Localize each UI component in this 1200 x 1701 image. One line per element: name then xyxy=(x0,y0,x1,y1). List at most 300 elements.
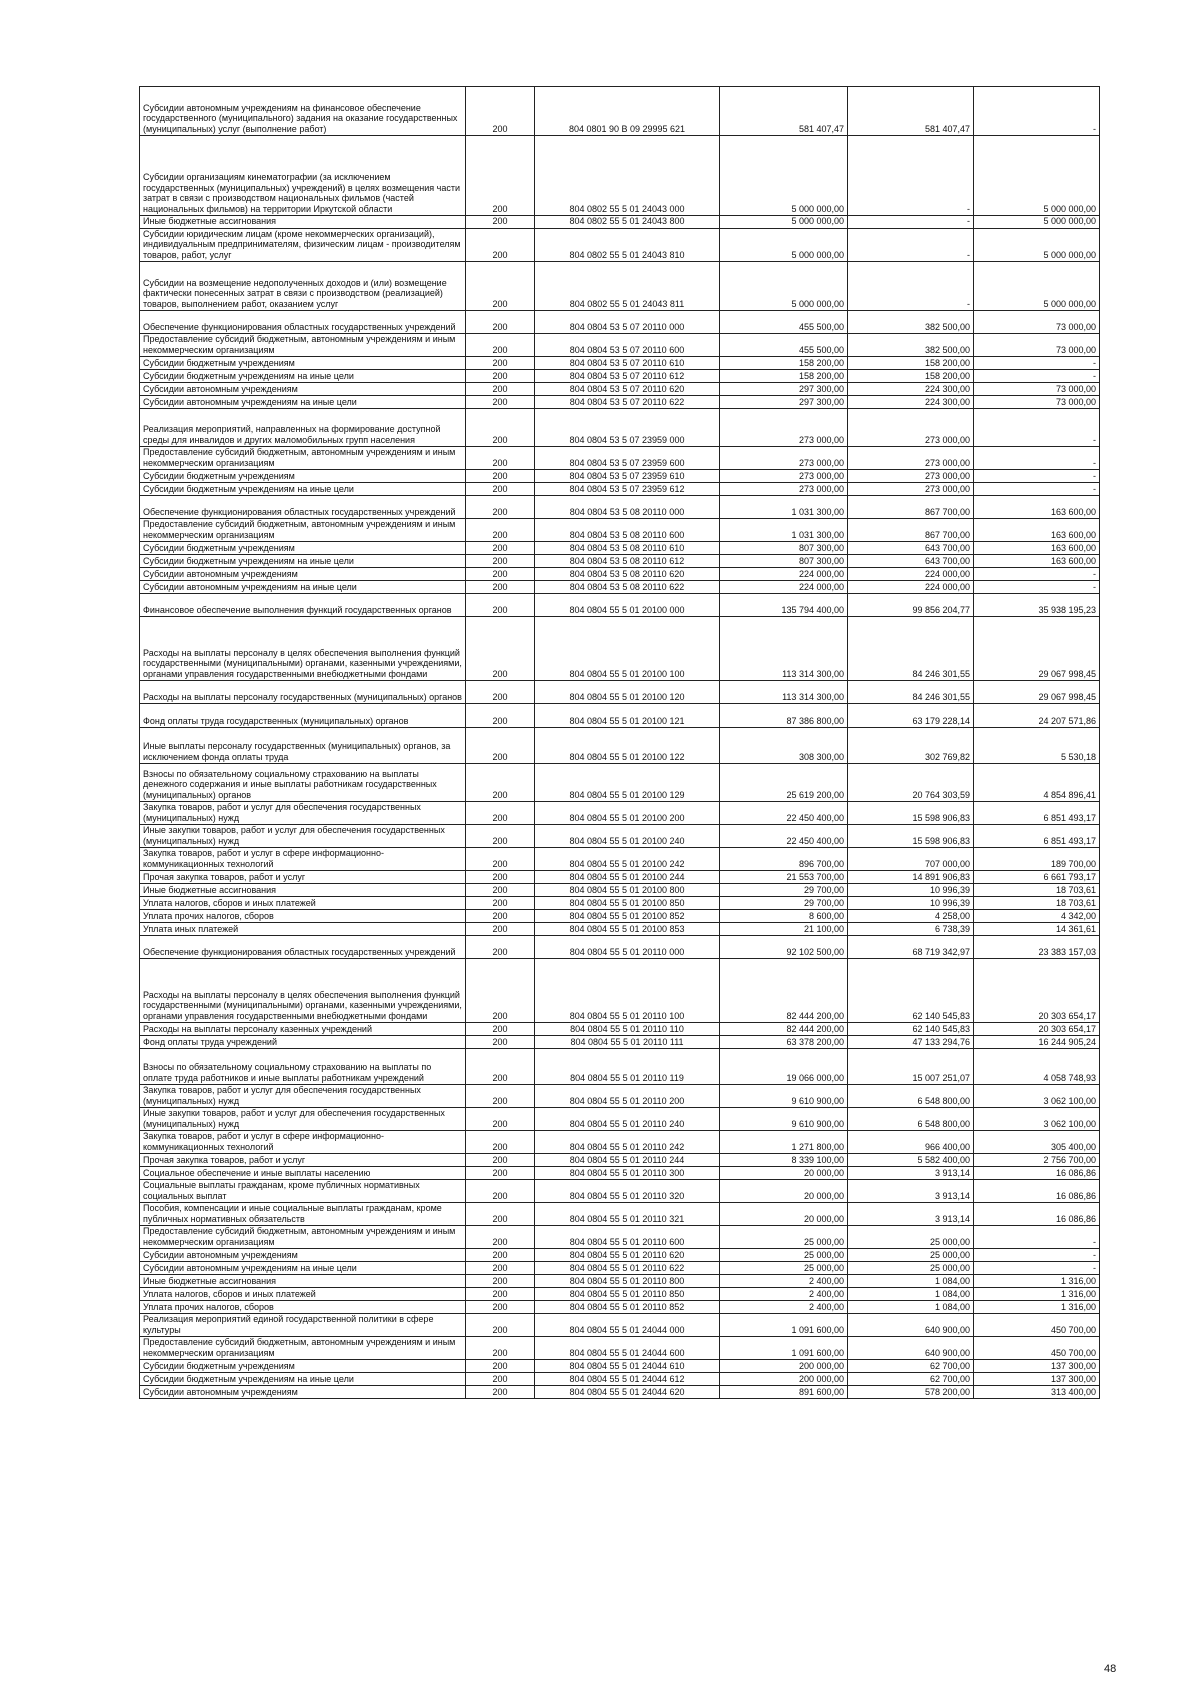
table-row xyxy=(140,764,1100,802)
expense-name-cell: Субсидии бюджетным учреждениям xyxy=(140,470,466,483)
expense-name-cell: Иные бюджетные ассигнования xyxy=(140,216,466,229)
budget-classification-code-cell: 804 0804 55 5 01 20100 000 xyxy=(535,594,720,617)
budget-classification-code-cell: 804 0804 55 5 01 20110 600 xyxy=(535,1226,720,1249)
page-number: 48 xyxy=(1104,1663,1117,1675)
executed-amount-cell: 4 258,00 xyxy=(848,910,974,923)
table-row xyxy=(140,447,1100,470)
table-row xyxy=(140,1275,1100,1288)
executed-amount-cell: 643 700,00 xyxy=(848,542,974,555)
expense-name-cell: Финансовое обеспечение выполнения функций государственных органов xyxy=(140,594,466,617)
executed-amount-cell: 224 300,00 xyxy=(848,383,974,396)
line-code-cell: 200 xyxy=(466,1108,535,1131)
approved-amount-cell: 113 314 300,00 xyxy=(720,681,848,704)
table-row xyxy=(140,1085,1100,1108)
table-row xyxy=(140,871,1100,884)
executed-amount-cell: 273 000,00 xyxy=(848,447,974,470)
approved-amount-cell: 82 444 200,00 xyxy=(720,1023,848,1036)
approved-amount-cell: 25 000,00 xyxy=(720,1249,848,1262)
line-code-cell: 200 xyxy=(466,936,535,959)
executed-amount-cell: 25 000,00 xyxy=(848,1226,974,1249)
unexecuted-amount-cell: 163 600,00 xyxy=(974,555,1100,568)
expense-name-cell: Субсидии бюджетным учреждениям xyxy=(140,542,466,555)
budget-classification-code-cell: 804 0802 55 5 01 24043 810 xyxy=(535,228,720,262)
executed-amount-cell: 15 007 251,07 xyxy=(848,1049,974,1085)
unexecuted-amount-cell: 450 700,00 xyxy=(974,1337,1100,1360)
unexecuted-amount-cell: 6 661 793,17 xyxy=(974,871,1100,884)
executed-amount-cell: 15 598 906,83 xyxy=(848,802,974,825)
executed-amount-cell: 10 996,39 xyxy=(848,897,974,910)
executed-amount-cell: 1 084,00 xyxy=(848,1275,974,1288)
executed-amount-cell: 643 700,00 xyxy=(848,555,974,568)
table-row xyxy=(140,1288,1100,1301)
approved-amount-cell: 224 000,00 xyxy=(720,568,848,581)
line-code-cell: 200 xyxy=(466,447,535,470)
budget-classification-code-cell: 804 0804 55 5 01 20100 853 xyxy=(535,923,720,936)
line-code-cell: 200 xyxy=(466,1373,535,1386)
approved-amount-cell: 113 314 300,00 xyxy=(720,617,848,681)
line-code-cell: 200 xyxy=(466,1249,535,1262)
budget-classification-code-cell: 804 0804 55 5 01 20110 244 xyxy=(535,1154,720,1167)
expense-name-cell: Взносы по обязательному социальному страхованию на выплаты денежного содержания и иные выплаты работникам государственных (муниципальных) органов xyxy=(140,764,466,802)
budget-classification-code-cell: 804 0802 55 5 01 24043 811 xyxy=(535,262,720,311)
table-row xyxy=(140,581,1100,594)
executed-amount-cell: 382 500,00 xyxy=(848,334,974,357)
executed-amount-cell: 25 000,00 xyxy=(848,1262,974,1275)
expense-name-cell: Субсидии бюджетным учреждениям на иные цели xyxy=(140,555,466,568)
approved-amount-cell: 25 000,00 xyxy=(720,1226,848,1249)
approved-amount-cell: 8 600,00 xyxy=(720,910,848,923)
table-row xyxy=(140,496,1100,519)
expense-name-cell: Реализация мероприятий, направленных на формирование доступной среды для инвалидов и других маломобильных групп населения xyxy=(140,409,466,447)
unexecuted-amount-cell: 1 316,00 xyxy=(974,1275,1100,1288)
table-row xyxy=(140,228,1100,262)
expense-name-cell: Обеспечение функционирования областных государственных учреждений xyxy=(140,311,466,334)
executed-amount-cell: - xyxy=(848,216,974,229)
table-row xyxy=(140,542,1100,555)
line-code-cell: 200 xyxy=(466,1023,535,1036)
unexecuted-amount-cell: 1 316,00 xyxy=(974,1301,1100,1314)
executed-amount-cell: 966 400,00 xyxy=(848,1131,974,1154)
budget-classification-code-cell: 804 0804 53 5 07 23959 000 xyxy=(535,409,720,447)
line-code-cell: 200 xyxy=(466,1085,535,1108)
budget-classification-code-cell: 804 0804 55 5 01 24044 610 xyxy=(535,1360,720,1373)
budget-classification-code-cell: 804 0804 55 5 01 20100 129 xyxy=(535,764,720,802)
approved-amount-cell: 1 091 600,00 xyxy=(720,1337,848,1360)
executed-amount-cell: 224 000,00 xyxy=(848,568,974,581)
executed-amount-cell: 47 133 294,76 xyxy=(848,1036,974,1049)
approved-amount-cell: 5 000 000,00 xyxy=(720,262,848,311)
expense-name-cell: Субсидии юридическим лицам (кроме некоммерческих организаций), индивидуальным предпринимателям, физическим лицам - производителям товаров, работ, услуг xyxy=(140,228,466,262)
executed-amount-cell: 84 246 301,55 xyxy=(848,617,974,681)
executed-amount-cell: 5 582 400,00 xyxy=(848,1154,974,1167)
executed-amount-cell: 63 179 228,14 xyxy=(848,704,974,728)
unexecuted-amount-cell: 16 244 905,24 xyxy=(974,1036,1100,1049)
unexecuted-amount-cell: - xyxy=(974,470,1100,483)
budget-classification-code-cell: 804 0804 55 5 01 20100 850 xyxy=(535,897,720,910)
unexecuted-amount-cell: - xyxy=(974,568,1100,581)
line-code-cell: 200 xyxy=(466,136,535,216)
executed-amount-cell: 867 700,00 xyxy=(848,496,974,519)
approved-amount-cell: 5 000 000,00 xyxy=(720,216,848,229)
executed-amount-cell: 224 300,00 xyxy=(848,396,974,409)
expense-name-cell: Предоставление субсидий бюджетным, автономным учреждениям и иным некоммерческим организациям xyxy=(140,1226,466,1249)
table-row xyxy=(140,357,1100,370)
budget-classification-code-cell: 804 0804 55 5 01 20110 100 xyxy=(535,959,720,1023)
approved-amount-cell: 22 450 400,00 xyxy=(720,825,848,848)
unexecuted-amount-cell: 73 000,00 xyxy=(974,334,1100,357)
approved-amount-cell: 2 400,00 xyxy=(720,1275,848,1288)
approved-amount-cell: 5 000 000,00 xyxy=(720,228,848,262)
line-code-cell: 200 xyxy=(466,884,535,897)
expense-name-cell: Обеспечение функционирования областных государственных учреждений xyxy=(140,936,466,959)
budget-classification-code-cell: 804 0804 55 5 01 20110 620 xyxy=(535,1249,720,1262)
table-row xyxy=(140,1203,1100,1226)
budget-classification-code-cell: 804 0804 55 5 01 20100 800 xyxy=(535,884,720,897)
table-row xyxy=(140,370,1100,383)
line-code-cell: 200 xyxy=(466,802,535,825)
executed-amount-cell: 640 900,00 xyxy=(848,1337,974,1360)
unexecuted-amount-cell: 24 207 571,86 xyxy=(974,704,1100,728)
unexecuted-amount-cell: 163 600,00 xyxy=(974,542,1100,555)
approved-amount-cell: 9 610 900,00 xyxy=(720,1108,848,1131)
line-code-cell: 200 xyxy=(466,409,535,447)
executed-amount-cell: 158 200,00 xyxy=(848,357,974,370)
budget-classification-code-cell: 804 0804 55 5 01 20110 300 xyxy=(535,1167,720,1180)
unexecuted-amount-cell: 5 000 000,00 xyxy=(974,228,1100,262)
unexecuted-amount-cell: 73 000,00 xyxy=(974,383,1100,396)
approved-amount-cell: 82 444 200,00 xyxy=(720,959,848,1023)
approved-amount-cell: 158 200,00 xyxy=(720,357,848,370)
executed-amount-cell: 62 140 545,83 xyxy=(848,1023,974,1036)
table-row xyxy=(140,555,1100,568)
expense-name-cell: Субсидии автономным учреждениям xyxy=(140,1249,466,1262)
expense-name-cell: Расходы на выплаты персоналу государственных (муниципальных) органов xyxy=(140,681,466,704)
approved-amount-cell: 891 600,00 xyxy=(720,1386,848,1399)
unexecuted-amount-cell: 20 303 654,17 xyxy=(974,959,1100,1023)
line-code-cell: 200 xyxy=(466,1180,535,1203)
approved-amount-cell: 21 100,00 xyxy=(720,923,848,936)
unexecuted-amount-cell: 2 756 700,00 xyxy=(974,1154,1100,1167)
line-code-cell: 200 xyxy=(466,1301,535,1314)
budget-classification-code-cell: 804 0804 55 5 01 20100 852 xyxy=(535,910,720,923)
table-row xyxy=(140,409,1100,447)
table-row xyxy=(140,311,1100,334)
expense-name-cell: Пособия, компенсации и иные социальные выплаты гражданам, кроме публичных нормативных обязательств xyxy=(140,1203,466,1226)
executed-amount-cell: 25 000,00 xyxy=(848,1249,974,1262)
executed-amount-cell: 578 200,00 xyxy=(848,1386,974,1399)
table-row xyxy=(140,383,1100,396)
budget-classification-code-cell: 804 0804 55 5 01 20110 111 xyxy=(535,1036,720,1049)
executed-amount-cell: 382 500,00 xyxy=(848,311,974,334)
expense-name-cell: Субсидии автономным учреждениям на иные цели xyxy=(140,1262,466,1275)
budget-classification-code-cell: 804 0804 55 5 01 20100 242 xyxy=(535,848,720,871)
unexecuted-amount-cell: 6 851 493,17 xyxy=(974,825,1100,848)
line-code-cell: 200 xyxy=(466,496,535,519)
unexecuted-amount-cell: 5 530,18 xyxy=(974,728,1100,764)
budget-classification-code-cell: 804 0804 53 5 07 20110 622 xyxy=(535,396,720,409)
expense-name-cell: Закупка товаров, работ и услуг для обеспечения государственных (муниципальных) нужд xyxy=(140,802,466,825)
unexecuted-amount-cell: 73 000,00 xyxy=(974,311,1100,334)
approved-amount-cell: 273 000,00 xyxy=(720,447,848,470)
approved-amount-cell: 297 300,00 xyxy=(720,383,848,396)
executed-amount-cell: 640 900,00 xyxy=(848,1314,974,1337)
executed-amount-cell: 14 891 906,83 xyxy=(848,871,974,884)
table-row xyxy=(140,1337,1100,1360)
line-code-cell: 200 xyxy=(466,897,535,910)
line-code-cell: 200 xyxy=(466,1275,535,1288)
table-row xyxy=(140,1386,1100,1399)
line-code-cell: 200 xyxy=(466,311,535,334)
unexecuted-amount-cell: - xyxy=(974,1249,1100,1262)
unexecuted-amount-cell: 16 086,86 xyxy=(974,1180,1100,1203)
line-code-cell: 200 xyxy=(466,396,535,409)
line-code-cell: 200 xyxy=(466,581,535,594)
budget-classification-code-cell: 804 0804 55 5 01 24044 620 xyxy=(535,1386,720,1399)
expense-name-cell: Закупка товаров, работ и услуг для обеспечения государственных (муниципальных) нужд xyxy=(140,1085,466,1108)
unexecuted-amount-cell: - xyxy=(974,483,1100,496)
table-row xyxy=(140,1180,1100,1203)
approved-amount-cell: 2 400,00 xyxy=(720,1288,848,1301)
expense-name-cell: Субсидии организациям кинематографии (за исключением государственных (муниципальных) учреждений) в целях возмещения части затрат в связи с производством национальных фильмов (частей национальных фильмов) на территории Иркутской области xyxy=(140,136,466,216)
budget-classification-code-cell: 804 0804 55 5 01 20100 122 xyxy=(535,728,720,764)
line-code-cell: 200 xyxy=(466,704,535,728)
expense-name-cell: Субсидии автономным учреждениям на финансовое обеспечение государственного (муниципального) задания на оказание государственных (муниципальных) услуг (выполнение работ) xyxy=(140,87,466,136)
unexecuted-amount-cell: 450 700,00 xyxy=(974,1314,1100,1337)
expense-name-cell: Субсидии автономным учреждениям xyxy=(140,1386,466,1399)
expense-name-cell: Прочая закупка товаров, работ и услуг xyxy=(140,871,466,884)
approved-amount-cell: 807 300,00 xyxy=(720,555,848,568)
unexecuted-amount-cell: - xyxy=(974,87,1100,136)
table-body xyxy=(140,87,1100,1399)
line-code-cell: 200 xyxy=(466,825,535,848)
executed-amount-cell: - xyxy=(848,262,974,311)
line-code-cell: 200 xyxy=(466,1049,535,1085)
expense-name-cell: Социальные выплаты гражданам, кроме публичных нормативных социальных выплат xyxy=(140,1180,466,1203)
unexecuted-amount-cell: 137 300,00 xyxy=(974,1360,1100,1373)
executed-amount-cell: 224 000,00 xyxy=(848,581,974,594)
table-row xyxy=(140,216,1100,229)
unexecuted-amount-cell: 6 851 493,17 xyxy=(974,802,1100,825)
approved-amount-cell: 807 300,00 xyxy=(720,542,848,555)
approved-amount-cell: 22 450 400,00 xyxy=(720,802,848,825)
executed-amount-cell: 273 000,00 xyxy=(848,483,974,496)
expense-name-cell: Взносы по обязательному социальному страхованию на выплаты по оплате труда работников и иные выплаты работникам учреждений xyxy=(140,1049,466,1085)
executed-amount-cell: 3 913,14 xyxy=(848,1203,974,1226)
table-row xyxy=(140,470,1100,483)
executed-amount-cell: 62 700,00 xyxy=(848,1360,974,1373)
table-row xyxy=(140,1131,1100,1154)
expense-name-cell: Обеспечение функционирования областных государственных учреждений xyxy=(140,496,466,519)
executed-amount-cell: 6 738,39 xyxy=(848,923,974,936)
line-code-cell: 200 xyxy=(466,1167,535,1180)
budget-classification-code-cell: 804 0804 55 5 01 24044 600 xyxy=(535,1337,720,1360)
approved-amount-cell: 273 000,00 xyxy=(720,409,848,447)
table-row xyxy=(140,923,1100,936)
unexecuted-amount-cell: 189 700,00 xyxy=(974,848,1100,871)
line-code-cell: 200 xyxy=(466,1314,535,1337)
table-row xyxy=(140,802,1100,825)
budget-classification-code-cell: 804 0804 53 5 07 20110 620 xyxy=(535,383,720,396)
table-row xyxy=(140,262,1100,311)
approved-amount-cell: 1 271 800,00 xyxy=(720,1131,848,1154)
table-row xyxy=(140,1314,1100,1337)
approved-amount-cell: 29 700,00 xyxy=(720,884,848,897)
approved-amount-cell: 455 500,00 xyxy=(720,334,848,357)
approved-amount-cell: 308 300,00 xyxy=(720,728,848,764)
table-row xyxy=(140,1301,1100,1314)
expense-name-cell: Субсидии автономным учреждениям на иные цели xyxy=(140,396,466,409)
unexecuted-amount-cell: 20 303 654,17 xyxy=(974,1023,1100,1036)
line-code-cell: 200 xyxy=(466,370,535,383)
line-code-cell: 200 xyxy=(466,1036,535,1049)
budget-classification-code-cell: 804 0804 53 5 08 20110 000 xyxy=(535,496,720,519)
approved-amount-cell: 8 339 100,00 xyxy=(720,1154,848,1167)
unexecuted-amount-cell: - xyxy=(974,409,1100,447)
approved-amount-cell: 63 378 200,00 xyxy=(720,1036,848,1049)
line-code-cell: 200 xyxy=(466,1154,535,1167)
budget-classification-code-cell: 804 0804 53 5 08 20110 622 xyxy=(535,581,720,594)
expense-name-cell: Субсидии автономным учреждениям xyxy=(140,383,466,396)
expense-name-cell: Фонд оплаты труда государственных (муниципальных) органов xyxy=(140,704,466,728)
unexecuted-amount-cell: 14 361,61 xyxy=(974,923,1100,936)
budget-classification-code-cell: 804 0804 55 5 01 20100 121 xyxy=(535,704,720,728)
unexecuted-amount-cell: 5 000 000,00 xyxy=(974,262,1100,311)
unexecuted-amount-cell: - xyxy=(974,370,1100,383)
unexecuted-amount-cell: 16 086,86 xyxy=(974,1203,1100,1226)
unexecuted-amount-cell: - xyxy=(974,447,1100,470)
expense-name-cell: Уплата иных платежей xyxy=(140,923,466,936)
executed-amount-cell: 20 764 303,59 xyxy=(848,764,974,802)
unexecuted-amount-cell: 16 086,86 xyxy=(974,1167,1100,1180)
line-code-cell: 200 xyxy=(466,1386,535,1399)
table-row xyxy=(140,728,1100,764)
line-code-cell: 200 xyxy=(466,470,535,483)
unexecuted-amount-cell: - xyxy=(974,1226,1100,1249)
expense-name-cell: Субсидии бюджетным учреждениям на иные цели xyxy=(140,370,466,383)
budget-classification-code-cell: 804 0804 53 5 08 20110 612 xyxy=(535,555,720,568)
table-row xyxy=(140,1036,1100,1049)
expense-name-cell: Уплата налогов, сборов и иных платежей xyxy=(140,1288,466,1301)
line-code-cell: 200 xyxy=(466,542,535,555)
executed-amount-cell: 62 140 545,83 xyxy=(848,959,974,1023)
approved-amount-cell: 273 000,00 xyxy=(720,470,848,483)
unexecuted-amount-cell: 3 062 100,00 xyxy=(974,1085,1100,1108)
budget-execution-table xyxy=(139,86,1100,1399)
approved-amount-cell: 21 553 700,00 xyxy=(720,871,848,884)
table-row xyxy=(140,936,1100,959)
expense-name-cell: Субсидии бюджетным учреждениям xyxy=(140,1360,466,1373)
budget-classification-code-cell: 804 0804 53 5 07 20110 612 xyxy=(535,370,720,383)
line-code-cell: 200 xyxy=(466,959,535,1023)
expense-name-cell: Предоставление субсидий бюджетным, автономным учреждениям и иным некоммерческим организациям xyxy=(140,519,466,542)
approved-amount-cell: 135 794 400,00 xyxy=(720,594,848,617)
table-row xyxy=(140,334,1100,357)
expense-name-cell: Субсидии автономным учреждениям xyxy=(140,568,466,581)
expense-name-cell: Предоставление субсидий бюджетным, автономным учреждениям и иным некоммерческим организациям xyxy=(140,1337,466,1360)
budget-classification-code-cell: 804 0801 90 В 09 29995 621 xyxy=(535,87,720,136)
table-row xyxy=(140,594,1100,617)
approved-amount-cell: 19 066 000,00 xyxy=(720,1049,848,1085)
approved-amount-cell: 20 000,00 xyxy=(720,1180,848,1203)
unexecuted-amount-cell: 29 067 998,45 xyxy=(974,681,1100,704)
budget-classification-code-cell: 804 0804 55 5 01 20100 240 xyxy=(535,825,720,848)
approved-amount-cell: 29 700,00 xyxy=(720,897,848,910)
unexecuted-amount-cell: - xyxy=(974,357,1100,370)
table-row xyxy=(140,884,1100,897)
table-row xyxy=(140,1154,1100,1167)
expense-name-cell: Реализация мероприятий единой государственной политики в сфере культуры xyxy=(140,1314,466,1337)
unexecuted-amount-cell: 23 383 157,03 xyxy=(974,936,1100,959)
approved-amount-cell: 273 000,00 xyxy=(720,483,848,496)
expense-name-cell: Субсидии бюджетным учреждениям на иные цели xyxy=(140,483,466,496)
unexecuted-amount-cell: 137 300,00 xyxy=(974,1373,1100,1386)
unexecuted-amount-cell: 4 342,00 xyxy=(974,910,1100,923)
unexecuted-amount-cell: 163 600,00 xyxy=(974,496,1100,519)
expense-name-cell: Уплата прочих налогов, сборов xyxy=(140,910,466,923)
budget-classification-code-cell: 804 0804 55 5 01 20110 321 xyxy=(535,1203,720,1226)
table-row xyxy=(140,825,1100,848)
budget-classification-code-cell: 804 0804 55 5 01 20100 244 xyxy=(535,871,720,884)
expense-name-cell: Иные закупки товаров, работ и услуг для обеспечения государственных (муниципальных) нужд xyxy=(140,825,466,848)
expense-name-cell: Иные закупки товаров, работ и услуг для обеспечения государственных (муниципальных) нужд xyxy=(140,1108,466,1131)
expense-name-cell: Фонд оплаты труда учреждений xyxy=(140,1036,466,1049)
executed-amount-cell: 867 700,00 xyxy=(848,519,974,542)
unexecuted-amount-cell: 5 000 000,00 xyxy=(974,216,1100,229)
table-row xyxy=(140,136,1100,216)
executed-amount-cell: 15 598 906,83 xyxy=(848,825,974,848)
approved-amount-cell: 20 000,00 xyxy=(720,1167,848,1180)
line-code-cell: 200 xyxy=(466,1226,535,1249)
budget-classification-code-cell: 804 0804 55 5 01 20100 200 xyxy=(535,802,720,825)
unexecuted-amount-cell: 3 062 100,00 xyxy=(974,1108,1100,1131)
line-code-cell: 200 xyxy=(466,1337,535,1360)
expense-name-cell: Закупка товаров, работ и услуг в сфере информационно-коммуникационных технологий xyxy=(140,848,466,871)
expense-name-cell: Иные бюджетные ассигнования xyxy=(140,884,466,897)
table-row xyxy=(140,910,1100,923)
executed-amount-cell: 1 084,00 xyxy=(848,1288,974,1301)
approved-amount-cell: 25 619 200,00 xyxy=(720,764,848,802)
budget-classification-code-cell: 804 0804 55 5 01 20100 120 xyxy=(535,681,720,704)
approved-amount-cell: 92 102 500,00 xyxy=(720,936,848,959)
table-row xyxy=(140,704,1100,728)
budget-classification-code-cell: 804 0802 55 5 01 24043 000 xyxy=(535,136,720,216)
line-code-cell: 200 xyxy=(466,568,535,581)
executed-amount-cell: 6 548 800,00 xyxy=(848,1085,974,1108)
expense-name-cell: Социальное обеспечение и иные выплаты населению xyxy=(140,1167,466,1180)
executed-amount-cell: 581 407,47 xyxy=(848,87,974,136)
approved-amount-cell: 200 000,00 xyxy=(720,1360,848,1373)
unexecuted-amount-cell: 35 938 195,23 xyxy=(974,594,1100,617)
budget-classification-code-cell: 804 0804 55 5 01 20100 100 xyxy=(535,617,720,681)
budget-classification-code-cell: 804 0804 53 5 07 20110 000 xyxy=(535,311,720,334)
line-code-cell: 200 xyxy=(466,910,535,923)
budget-classification-code-cell: 804 0804 55 5 01 24044 000 xyxy=(535,1314,720,1337)
budget-classification-code-cell: 804 0804 55 5 01 20110 119 xyxy=(535,1049,720,1085)
table-row xyxy=(140,959,1100,1023)
budget-classification-code-cell: 804 0804 55 5 01 20110 000 xyxy=(535,936,720,959)
executed-amount-cell: 99 856 204,77 xyxy=(848,594,974,617)
unexecuted-amount-cell: 29 067 998,45 xyxy=(974,617,1100,681)
approved-amount-cell: 5 000 000,00 xyxy=(720,136,848,216)
expense-name-cell: Уплата прочих налогов, сборов xyxy=(140,1301,466,1314)
table-row xyxy=(140,396,1100,409)
line-code-cell: 200 xyxy=(466,728,535,764)
expense-name-cell: Субсидии бюджетным учреждениям на иные цели xyxy=(140,1373,466,1386)
expense-name-cell: Прочая закупка товаров, работ и услуг xyxy=(140,1154,466,1167)
table-row xyxy=(140,1108,1100,1131)
budget-classification-code-cell: 804 0804 53 5 07 23959 612 xyxy=(535,483,720,496)
approved-amount-cell: 20 000,00 xyxy=(720,1203,848,1226)
